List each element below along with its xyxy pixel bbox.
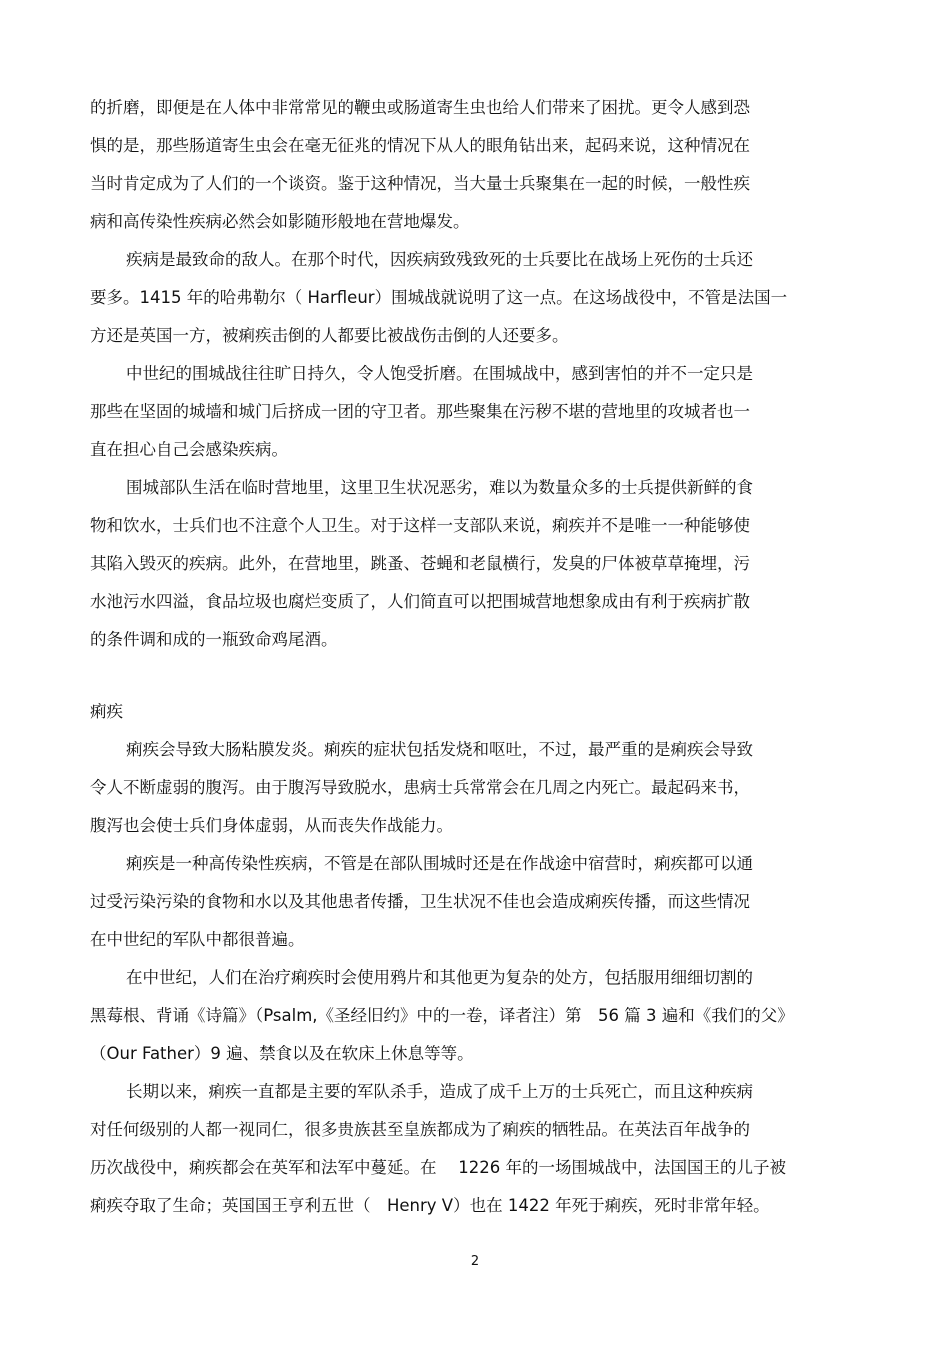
text-line: 黑莓根、背诵《诗篇》（Psalm,《圣经旧约》中的一卷，译者注）第 56 篇 3 遍和《我们的父》 bbox=[90, 1006, 794, 1025]
paragraph-first-line: 长期以来，痢疾一直都是主要的军队杀手，造成了成千上万的士兵死亡，而且这种疾病 bbox=[126, 1082, 753, 1101]
text-line: 令人不断虚弱的腹泻。由于腹泻导致脱水，患病士兵常常会在几周之内死亡。最起码来书， bbox=[90, 778, 750, 797]
text-line: 过受污染污染的食物和水以及其他患者传播，卫生状况不佳也会造成痢疾传播，而这些情况 bbox=[90, 892, 750, 911]
paragraph-first-line: 痢疾是一种高传染性疾病，不管是在部队围城时还是在作战途中宿营时，痢疾都可以通 bbox=[126, 854, 753, 873]
text-line: 当时肯定成为了人们的一个谈资。鉴于这种情况，当大量士兵聚集在一起的时候，一般性疾 bbox=[90, 174, 750, 193]
page-number: 2 bbox=[470, 1254, 480, 1269]
text-line: 直在担心自己会感染疾病。 bbox=[90, 440, 288, 459]
text-line: 在中世纪的军队中都很普遍。 bbox=[90, 930, 305, 949]
text-line: 其陷入毁灭的疾病。此外，在营地里，跳蚤、苍蝇和老鼠横行，发臭的尸体被草草掩埋，污 bbox=[90, 554, 750, 573]
text-line: （Our Father）9 遍、禁食以及在软床上休息等等。 bbox=[90, 1044, 474, 1063]
text-line: 惧的是，那些肠道寄生虫会在毫无征兆的情况下从人的眼角钻出来，起码来说，这种情况在 bbox=[90, 136, 750, 155]
text-line: 那些在坚固的城墙和城门后挤成一团的守卫者。那些聚集在污秽不堪的营地里的攻城者也一 bbox=[90, 402, 750, 421]
text-line: 物和饮水，士兵们也不注意个人卫生。对于这样一支部队来说，痢疾并不是唯一一种能够使 bbox=[90, 516, 750, 535]
text-line: 要多。1415 年的哈弗勒尔（ Harfleur）围城战就说明了这一点。在这场战役中，不管是法国一 bbox=[90, 288, 788, 307]
paragraph-first-line: 在中世纪，人们在治疗痢疾时会使用鸦片和其他更为复杂的处方，包括服用细细切割的 bbox=[126, 968, 753, 987]
paragraph-first-line: 疾病是最致命的敌人。在那个时代，因疾病致残致死的士兵要比在战场上死伤的士兵还 bbox=[126, 250, 753, 269]
text-line: 痢疾夺取了生命；英国国王亨利五世（ Henry V）也在 1422 年死于痢疾，死时非常年轻。 bbox=[90, 1196, 770, 1215]
text-line: 水池污水四溢，食品垃圾也腐烂变质了，人们简直可以把围城营地想象成由有利于疾病扩散 bbox=[90, 592, 750, 611]
text-line: 腹泻也会使士兵们身体虚弱，从而丧失作战能力。 bbox=[90, 816, 453, 835]
text-line: 历次战役中，痢疾都会在英军和法军中蔓延。在 1226 年的一场围城战中，法国国王的儿子被 bbox=[90, 1158, 786, 1177]
text-line: 病和高传染性疾病必然会如影随形般地在营地爆发。 bbox=[90, 212, 470, 231]
section-heading: 痢疾 bbox=[90, 702, 123, 721]
paragraph-first-line: 围城部队生活在临时营地里，这里卫生状况恶劣，难以为数量众多的士兵提供新鲜的食 bbox=[126, 478, 753, 497]
text-line: 对任何级别的人都一视同仁，很多贵族甚至皇族都成为了痢疾的牺牲品。在英法百年战争的 bbox=[90, 1120, 750, 1139]
text-line: 方还是英国一方，被痢疾击倒的人都要比被战伤击倒的人还要多。 bbox=[90, 326, 569, 345]
text-line: 的条件调和成的一瓶致命鸡尾酒。 bbox=[90, 630, 338, 649]
paragraph-first-line: 痢疾会导致大肠粘膜发炎。痢疾的症状包括发烧和呕吐，不过，最严重的是痢疾会导致 bbox=[126, 740, 753, 759]
text-line: 的折磨，即便是在人体中非常常见的鞭虫或肠道寄生虫也给人们带来了困扰。更令人感到恐 bbox=[90, 98, 750, 117]
paragraph-first-line: 中世纪的围城战往往旷日持久，令人饱受折磨。在围城战中，感到害怕的并不一定只是 bbox=[126, 364, 753, 383]
